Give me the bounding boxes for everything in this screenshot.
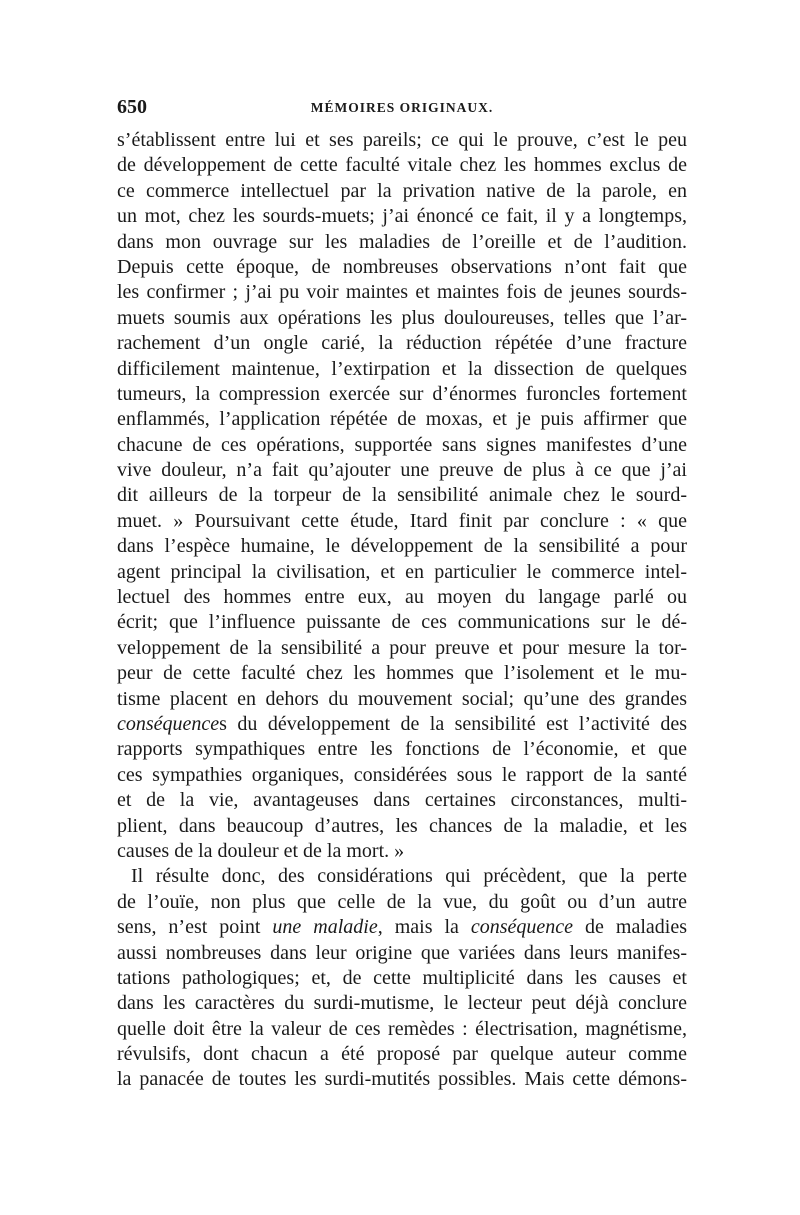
text-line: enflammés, l’application répétée de moxas, et je puis affirmer que — [117, 408, 687, 431]
text-line: dans mon ouvrage sur les maladies de l’oreille et de l’audition. — [117, 230, 687, 253]
text-line: tations pathologiques; et, de cette multiplicité dans les causes et — [117, 966, 687, 989]
text-line: chacune de ces opérations, supportée sans signes manifestes d’une — [117, 433, 687, 456]
text-line: et de la vie, avantageuses dans certaines circonstances, multi- — [117, 789, 687, 812]
text-line: agent principal la civilisation, et en particulier le commerce intel- — [117, 560, 687, 583]
text-line: Il résulte donc, des considérations qui précèdent, que la perte — [131, 865, 687, 888]
text-line: les confirmer ; j’ai pu voir maintes et maintes fois de jeunes sourds- — [117, 281, 687, 304]
text-line: quelle doit être la valeur de ces remèdes : électrisation, magnétisme, — [117, 1017, 687, 1040]
text-line: lectuel des hommes entre eux, au moyen du langage parlé ou — [117, 586, 687, 609]
text-line: peur de cette faculté chez les hommes que l’isolement et le mu- — [117, 662, 687, 685]
text-line: révulsifs, dont chacun a été proposé par quelque auteur comme — [117, 1043, 687, 1066]
text-line: de l’ouïe, non plus que celle de la vue, du goût ou d’un autre — [117, 890, 687, 913]
paragraph-2 — [117, 864, 687, 1093]
text-line: la panacée de toutes les surdi-mutités possibles. Mais cette démons- — [117, 1068, 687, 1091]
text-line: écrit; que l’influence puissante de ces communications sur le dé- — [117, 611, 687, 634]
text-line: difficilement maintenue, l’extirpation et la dissection de quelques — [117, 357, 687, 380]
text-line: tisme placent en dehors du mouvement social; qu’une des grandes — [117, 687, 687, 710]
text-line: dans les caractères du surdi-mutisme, le lecteur peut déjà conclure — [117, 992, 687, 1015]
book-page — [117, 96, 687, 1093]
text-line: un mot, chez les sourds-muets; j’ai énoncé ce fait, il y a longtemps, — [117, 205, 687, 228]
text-line: muet. » Poursuivant cette étude, Itard finit par conclure : « que — [117, 509, 687, 532]
text-line: dans l’espèce humaine, le développement de la sensibilité a pour — [117, 535, 687, 558]
text-line: plient, dans beaucoup d’autres, les chances de la maladie, et les — [117, 814, 687, 837]
text-line: Depuis cette époque, de nombreuses observations n’ont fait que — [117, 255, 687, 278]
text-line: aussi nombreuses dans leur origine que variées dans leurs manifes- — [117, 941, 687, 964]
paragraph-1 — [117, 128, 687, 864]
text-line: tumeurs, la compression exercée sur d’énormes furoncles fortement — [117, 382, 687, 405]
text-line: rapports sympathiques entre les fonctions de l’économie, et que — [117, 738, 687, 761]
page-number: 650 — [117, 96, 147, 118]
page-header — [117, 96, 687, 120]
text-line: de développement de cette faculté vitale chez les hommes exclus de — [117, 154, 687, 177]
text-line: rachement d’un ongle carié, la réduction répétée d’une fracture — [117, 332, 687, 355]
text-line: dit ailleurs de la torpeur de la sensibilité animale chez le sourd- — [117, 484, 687, 507]
text-line: muets soumis aux opérations les plus douloureuses, telles que l’ar- — [117, 306, 687, 329]
text-line: sens, n’est point une maladie, mais la conséquence de maladies — [117, 916, 687, 939]
text-line: s’établissent entre lui et ses pareils; ce qui le prouve, c’est le peu — [117, 129, 687, 151]
text-line: ce commerce intellectuel par la privation native de la parole, en — [117, 179, 687, 202]
text-line: vive douleur, n’a fait qu’ajouter une preuve de plus à ce que j’ai — [117, 459, 687, 482]
running-title: MÉMOIRES ORIGINAUX. — [310, 100, 494, 115]
text-line: conséquences du développement de la sensibilité est l’activité des — [117, 712, 687, 735]
text-line: causes de la douleur et de la mort. » — [117, 839, 405, 862]
text-line: ces sympathies organiques, considérées sous le rapport de la santé — [117, 763, 687, 786]
text-line: veloppement de la sensibilité a pour preuve et pour mesure la tor- — [117, 636, 687, 659]
